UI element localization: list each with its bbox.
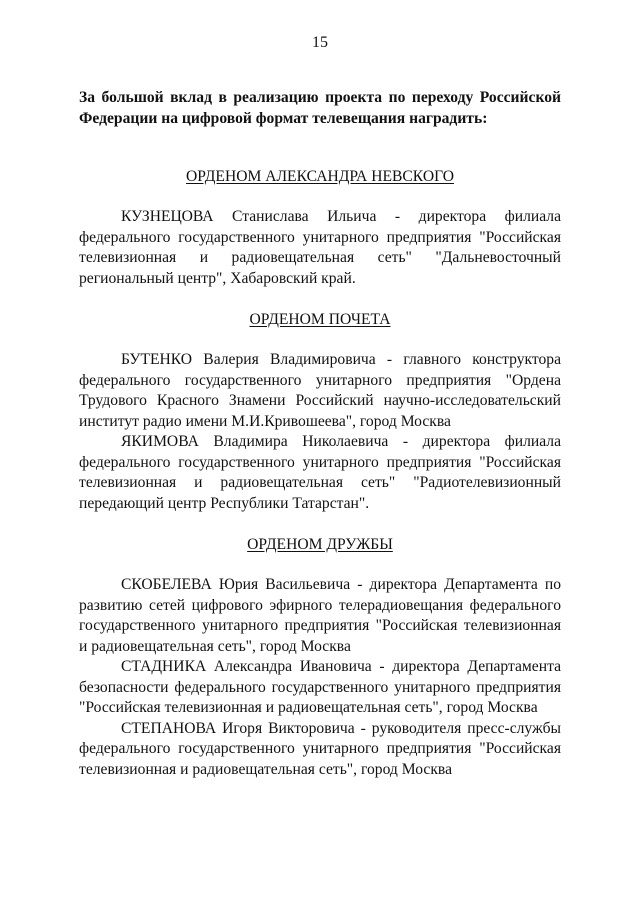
section-druzhby-entries xyxy=(79,575,561,780)
section-pocheta-entries xyxy=(79,350,561,514)
section-heading-druzhby xyxy=(0,535,640,555)
award-entry-skobelev: СКОБЕЛЕВА Юрия Васильевича - директора Департамента по развитию сетей цифрового эфирного телерадиовещания федерального государственного унитарного предприятия "Российская телевизионная и радиовещательная сеть", город Москва xyxy=(79,576,561,655)
section-heading-druzhby-text: ОРДЕНОМ ДРУЖБЫ xyxy=(247,536,393,553)
award-entry-kuznetsov: КУЗНЕЦОВА Станислава Ильича - директора филиала федерального государственного унитарного предприятия "Российская телевизионная и радиовещательная сеть" "Дальневосточный региональный центр", Хабаровский край. xyxy=(79,208,561,287)
section-nevsky-entries xyxy=(79,207,561,289)
award-entry-butenko: БУТЕНКО Валерия Владимировича - главного конструктора федерального государственного унитарного предприятия "Ордена Трудового Красного Знамени Российский научно-исследовательский институт радио имени М.И.Кривошеева", город Москва xyxy=(79,351,561,430)
award-entry-stepanov: СТЕПАНОВА Игоря Викторовича - руководителя пресс-службы федерального государственного унитарного предприятия "Российская телевизионная и радиовещательная сеть", город Москва xyxy=(79,719,561,778)
section-heading-pocheta xyxy=(0,310,640,330)
section-heading-nevsky xyxy=(0,167,640,187)
section-heading-pocheta-text: ОРДЕНОМ ПОЧЕТА xyxy=(249,311,391,328)
section-heading-nevsky-text: ОРДЕНОМ АЛЕКСАНДРА НЕВСКОГО xyxy=(186,168,454,185)
award-entry-stadnik: СТАДНИКА Александра Ивановича - директора Департамента безопасности федерального государственного унитарного предприятия "Российская телевизионная и радиовещательная сеть", город Москва xyxy=(79,658,561,716)
award-intro-text: За большой вклад в реализацию проекта по переходу Российской Федерации на цифровой формат телевещания наградить: xyxy=(79,89,561,127)
award-entry-yakimov: ЯКИМОВА Владимира Николаевича - директора филиала федерального государственного унитарного предприятия "Российская телевизионная и радиовещательная сеть" "Радиотелевизионный передающий центр Республики Татарстан". xyxy=(79,433,561,512)
page-number: 15 xyxy=(312,34,328,51)
